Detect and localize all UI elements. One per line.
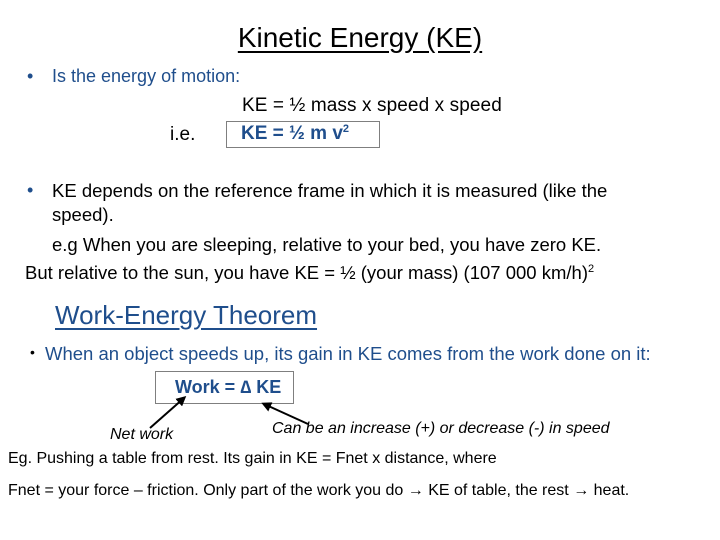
theorem-heading: Work-Energy Theorem (55, 300, 318, 330)
net-work-label: Net work (110, 426, 174, 443)
increase-label: Can be an increase (+) or decrease (-) in speed (272, 420, 610, 437)
bullet-work-done: When an object speeds up, its gain in KE comes from the work done on it: (45, 343, 651, 364)
bullet-reference-frame-cont: speed). (52, 204, 114, 225)
example-bed: e.g When you are sleeping, relative to your bed, you have zero KE. (52, 234, 602, 255)
example-sun-exponent: 2 (588, 263, 595, 275)
formula-words: KE = ½ mass x speed x speed (242, 95, 502, 116)
bullet-marker: • (30, 344, 35, 360)
bullet-motion: Is the energy of motion: (52, 66, 241, 86)
work-formula: Work = ∆ KE (175, 377, 282, 397)
ie-label: i.e. (170, 124, 196, 145)
example-sun: But relative to the sun, you have KE = ½ (your mass) (107 000 km/h)$^2$ (25, 262, 595, 283)
bullet-reference-frame: KE depends on the reference frame in which it is measured (like the (52, 180, 608, 201)
right-arrow-icon: → (573, 482, 590, 499)
right-arrow-icon: → (407, 482, 424, 499)
net-work-arrow (150, 398, 184, 428)
bullet-marker: • (27, 180, 34, 200)
bullet-marker: • (27, 66, 34, 86)
formula-exponent: 2 (342, 123, 350, 135)
slide-title: Kinetic Energy (KE) (237, 22, 483, 53)
example-table: Eg. Pushing a table from rest. Its gain in KE = Fnet x distance, where (8, 450, 497, 467)
formula-symbolic: KE = ½ m $v^2$ (241, 123, 350, 144)
fnet-line: Fnet = your force – friction. Only part of the work you do → KE of table, the rest → heat. (8, 482, 630, 499)
